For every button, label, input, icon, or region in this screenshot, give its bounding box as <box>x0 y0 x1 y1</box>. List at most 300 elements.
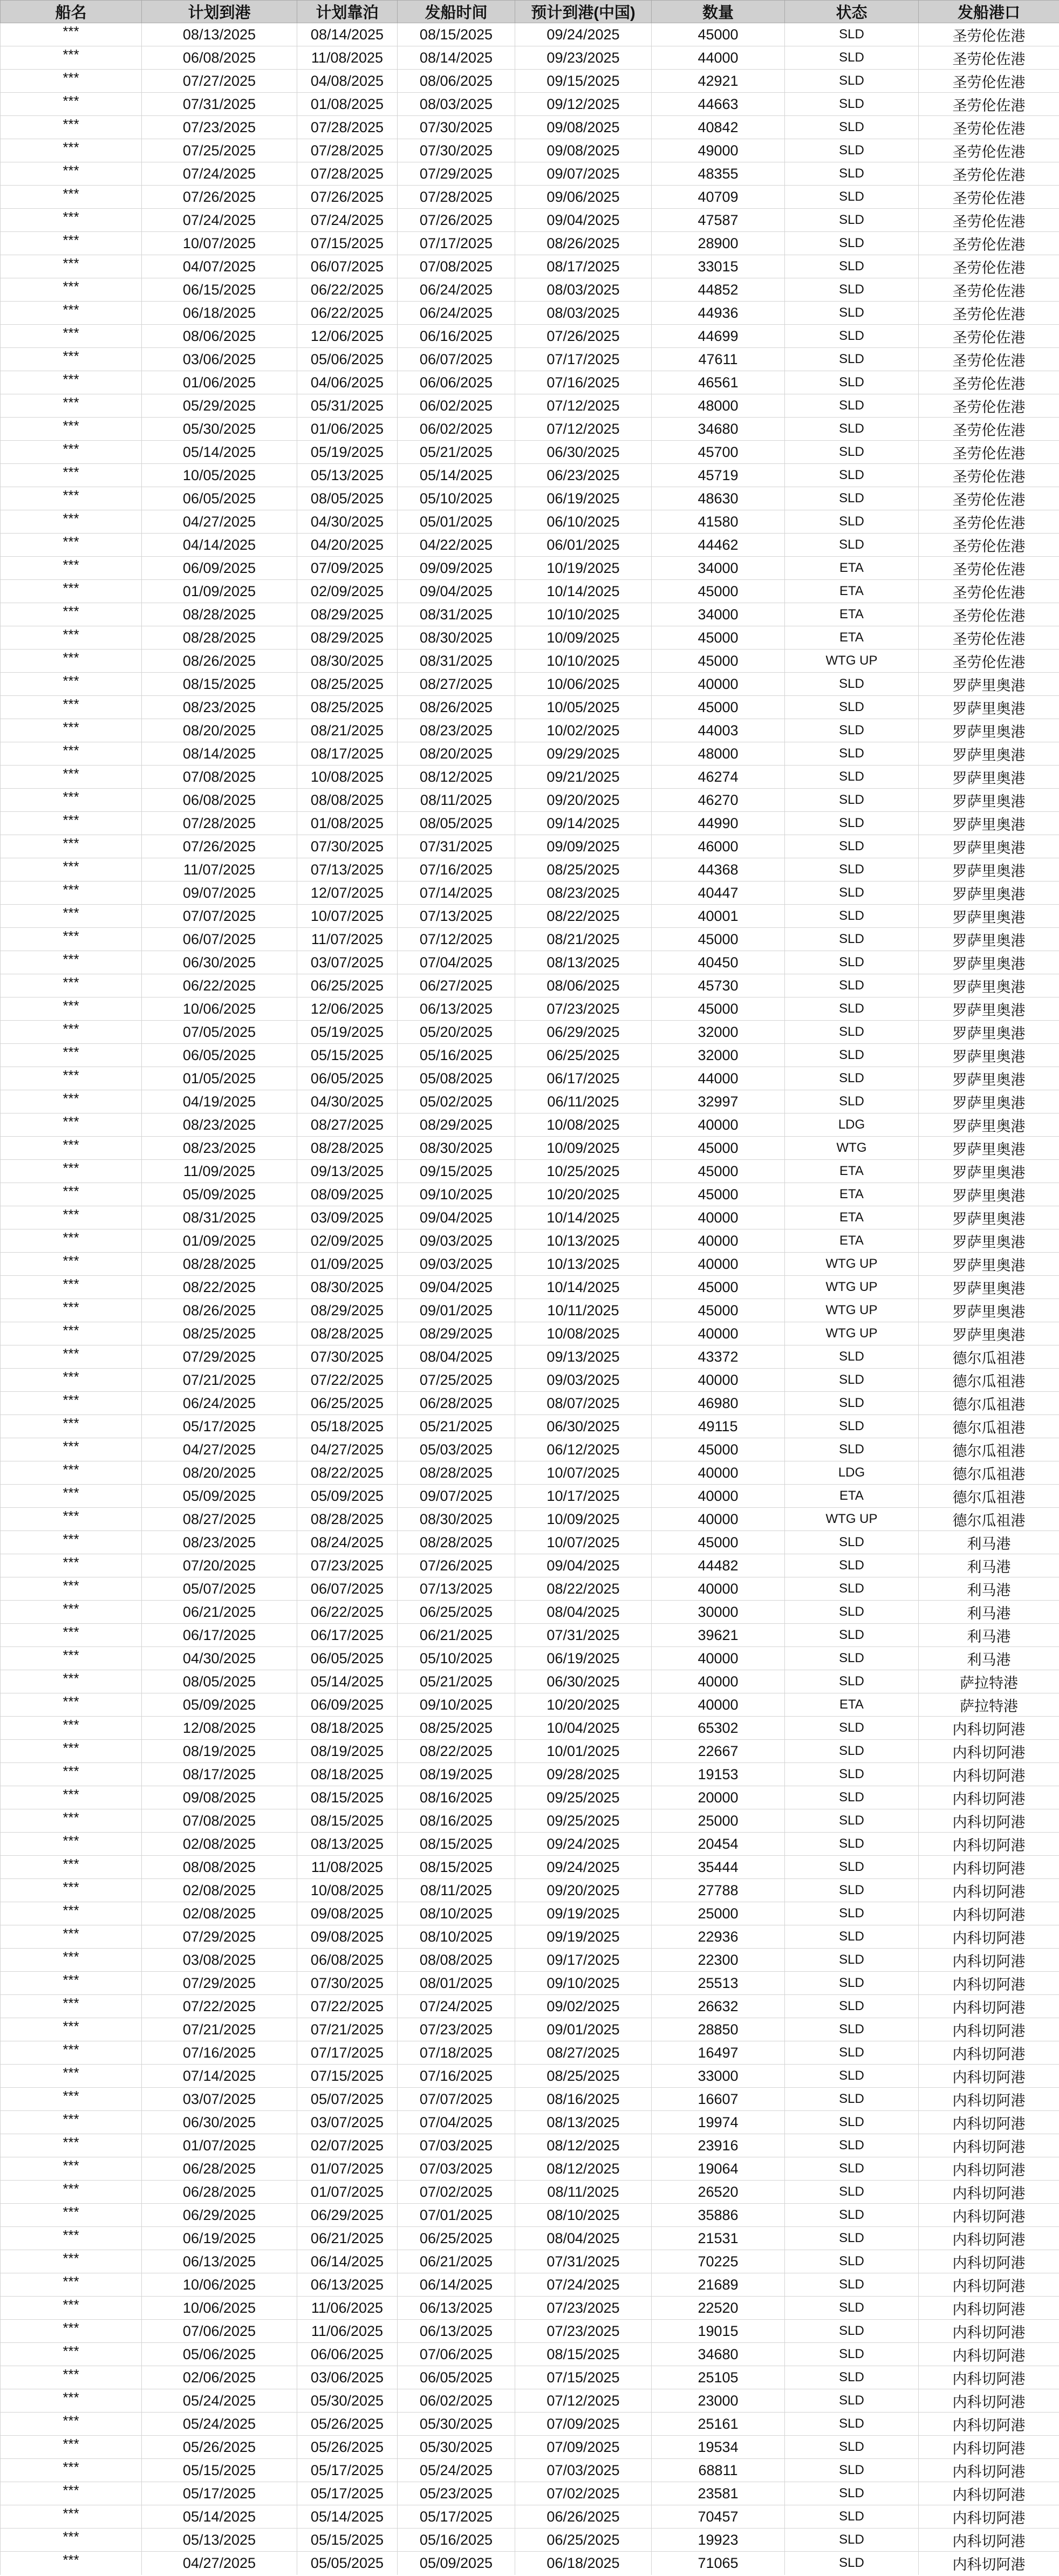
cell-sailing-time: 08/03/2025 <box>398 93 515 116</box>
cell-quantity: 19923 <box>652 2529 785 2552</box>
cell-vessel-name: *** <box>1 673 142 696</box>
cell-loading-port: 内科切阿港 <box>919 1786 1059 1809</box>
cell-vessel-name: *** <box>1 1345 142 1369</box>
cell-vessel-name: *** <box>1 1717 142 1740</box>
cell-planned-arrival: 02/08/2025 <box>142 1833 297 1856</box>
cell-planned-berthing: 09/08/2025 <box>297 1902 398 1925</box>
cell-quantity: 25000 <box>652 1809 785 1833</box>
cell-sailing-time: 09/03/2025 <box>398 1253 515 1276</box>
cell-planned-berthing: 08/25/2025 <box>297 696 398 719</box>
cell-planned-berthing: 11/06/2025 <box>297 2297 398 2320</box>
cell-quantity: 35444 <box>652 1856 785 1879</box>
cell-planned-berthing: 08/08/2025 <box>297 789 398 812</box>
cell-status: SLD <box>785 1670 919 1693</box>
cell-planned-arrival: 06/30/2025 <box>142 951 297 974</box>
cell-status: SLD <box>785 812 919 835</box>
cell-sailing-time: 07/12/2025 <box>398 928 515 951</box>
cell-sailing-time: 08/15/2025 <box>398 23 515 46</box>
cell-loading-port: 罗萨里奥港 <box>919 905 1059 928</box>
cell-eta-china: 07/09/2025 <box>515 2436 652 2459</box>
cell-eta-china: 08/21/2025 <box>515 928 652 951</box>
cell-status: ETA <box>785 1183 919 1206</box>
cell-sailing-time: 08/30/2025 <box>398 626 515 650</box>
cell-loading-port: 罗萨里奥港 <box>919 1229 1059 1253</box>
cell-planned-arrival: 08/15/2025 <box>142 673 297 696</box>
cell-vessel-name: *** <box>1 325 142 348</box>
cell-loading-port: 圣劳伦佐港 <box>919 603 1059 626</box>
cell-vessel-name: *** <box>1 2111 142 2134</box>
cell-status: ETA <box>785 1693 919 1717</box>
cell-quantity: 40000 <box>652 1206 785 1229</box>
cell-vessel-name: *** <box>1 1995 142 2018</box>
cell-quantity: 34000 <box>652 603 785 626</box>
cell-sailing-time: 08/15/2025 <box>398 1833 515 1856</box>
table-row <box>1 1044 1059 1067</box>
cell-planned-berthing: 05/30/2025 <box>297 2389 398 2413</box>
cell-status: WTG UP <box>785 1322 919 1345</box>
cell-planned-berthing: 05/31/2025 <box>297 394 398 418</box>
cell-quantity: 40000 <box>652 1508 785 1531</box>
cell-quantity: 48000 <box>652 394 785 418</box>
cell-planned-berthing: 01/07/2025 <box>297 2181 398 2204</box>
cell-planned-arrival: 08/19/2025 <box>142 1740 297 1763</box>
cell-vessel-name: *** <box>1 812 142 835</box>
cell-status: SLD <box>785 348 919 371</box>
cell-eta-china: 08/04/2025 <box>515 1601 652 1624</box>
cell-planned-berthing: 03/07/2025 <box>297 951 398 974</box>
cell-status: SLD <box>785 46 919 70</box>
cell-planned-arrival: 06/21/2025 <box>142 1601 297 1624</box>
cell-quantity: 47587 <box>652 209 785 232</box>
cell-planned-berthing: 08/05/2025 <box>297 487 398 510</box>
cell-quantity: 48000 <box>652 742 785 766</box>
cell-sailing-time: 08/23/2025 <box>398 719 515 742</box>
cell-sailing-time: 08/08/2025 <box>398 1949 515 1972</box>
cell-eta-china: 09/14/2025 <box>515 812 652 835</box>
table-row <box>1 1879 1059 1902</box>
cell-quantity: 45000 <box>652 1137 785 1160</box>
cell-eta-china: 09/25/2025 <box>515 1809 652 1833</box>
cell-quantity: 41580 <box>652 510 785 534</box>
cell-planned-berthing: 08/27/2025 <box>297 1113 398 1137</box>
col-header-eta-china: 预计到港(中国) <box>515 1 652 23</box>
cell-planned-berthing: 12/07/2025 <box>297 882 398 905</box>
table-row <box>1 1113 1059 1137</box>
table-row <box>1 1461 1059 1485</box>
cell-quantity: 70225 <box>652 2250 785 2273</box>
cell-quantity: 44003 <box>652 719 785 742</box>
cell-planned-berthing: 07/09/2025 <box>297 557 398 580</box>
table-row <box>1 2366 1059 2389</box>
cell-vessel-name: *** <box>1 1624 142 1647</box>
cell-vessel-name: *** <box>1 1809 142 1833</box>
cell-planned-berthing: 10/08/2025 <box>297 1879 398 1902</box>
cell-sailing-time: 08/30/2025 <box>398 1137 515 1160</box>
cell-vessel-name: *** <box>1 1577 142 1601</box>
cell-vessel-name: *** <box>1 348 142 371</box>
cell-loading-port: 罗萨里奥港 <box>919 673 1059 696</box>
table-row <box>1 1206 1059 1229</box>
cell-eta-china: 08/11/2025 <box>515 2181 652 2204</box>
cell-status: ETA <box>785 580 919 603</box>
cell-vessel-name: *** <box>1 2065 142 2088</box>
cell-sailing-time: 08/01/2025 <box>398 1972 515 1995</box>
cell-loading-port: 圣劳伦佐港 <box>919 93 1059 116</box>
cell-quantity: 46000 <box>652 835 785 858</box>
cell-eta-china: 07/12/2025 <box>515 418 652 441</box>
cell-planned-berthing: 04/08/2025 <box>297 70 398 93</box>
cell-planned-arrival: 05/09/2025 <box>142 1485 297 1508</box>
cell-sailing-time: 08/20/2025 <box>398 742 515 766</box>
cell-vessel-name: *** <box>1 858 142 882</box>
cell-eta-china: 10/01/2025 <box>515 1740 652 1763</box>
cell-status: SLD <box>785 1601 919 1624</box>
cell-planned-arrival: 01/05/2025 <box>142 1067 297 1090</box>
cell-status: SLD <box>785 209 919 232</box>
cell-planned-berthing: 07/28/2025 <box>297 139 398 162</box>
cell-quantity: 40000 <box>652 1577 785 1601</box>
cell-planned-berthing: 08/21/2025 <box>297 719 398 742</box>
cell-sailing-time: 07/02/2025 <box>398 2181 515 2204</box>
cell-eta-china: 08/12/2025 <box>515 2134 652 2157</box>
cell-loading-port: 内科切阿港 <box>919 2065 1059 2088</box>
cell-eta-china: 10/07/2025 <box>515 1531 652 1554</box>
cell-planned-arrival: 05/26/2025 <box>142 2436 297 2459</box>
cell-eta-china: 09/24/2025 <box>515 23 652 46</box>
cell-quantity: 22667 <box>652 1740 785 1763</box>
cell-planned-berthing: 08/28/2025 <box>297 1322 398 1345</box>
cell-planned-berthing: 05/19/2025 <box>297 1021 398 1044</box>
cell-vessel-name: *** <box>1 1740 142 1763</box>
cell-sailing-time: 05/21/2025 <box>398 441 515 464</box>
cell-quantity: 44990 <box>652 812 785 835</box>
table-row <box>1 2134 1059 2157</box>
cell-status: SLD <box>785 696 919 719</box>
cell-vessel-name: *** <box>1 1833 142 1856</box>
cell-sailing-time: 08/15/2025 <box>398 1856 515 1879</box>
cell-quantity: 40447 <box>652 882 785 905</box>
cell-planned-arrival: 06/19/2025 <box>142 2227 297 2250</box>
cell-planned-arrival: 08/13/2025 <box>142 23 297 46</box>
cell-planned-arrival: 05/07/2025 <box>142 1577 297 1601</box>
cell-eta-china: 06/12/2025 <box>515 1438 652 1461</box>
cell-sailing-time: 05/30/2025 <box>398 2436 515 2459</box>
cell-loading-port: 德尔瓜祖港 <box>919 1508 1059 1531</box>
cell-planned-arrival: 05/15/2025 <box>142 2459 297 2482</box>
table-row <box>1 1670 1059 1693</box>
cell-sailing-time: 06/02/2025 <box>398 418 515 441</box>
cell-vessel-name: *** <box>1 1253 142 1276</box>
table-row <box>1 394 1059 418</box>
cell-status: SLD <box>785 1809 919 1833</box>
cell-status: SLD <box>785 534 919 557</box>
table-row <box>1 997 1059 1021</box>
cell-sailing-time: 05/10/2025 <box>398 1647 515 1670</box>
cell-loading-port: 内科切阿港 <box>919 2343 1059 2366</box>
cell-eta-china: 07/23/2025 <box>515 2297 652 2320</box>
cell-loading-port: 内科切阿港 <box>919 1763 1059 1786</box>
cell-loading-port: 内科切阿港 <box>919 2204 1059 2227</box>
cell-quantity: 71065 <box>652 2552 785 2575</box>
table-row <box>1 1160 1059 1183</box>
table-row <box>1 2018 1059 2041</box>
cell-eta-china: 09/04/2025 <box>515 209 652 232</box>
cell-quantity: 26520 <box>652 2181 785 2204</box>
cell-status: SLD <box>785 2529 919 2552</box>
table-row <box>1 2227 1059 2250</box>
cell-loading-port: 圣劳伦佐港 <box>919 534 1059 557</box>
cell-planned-berthing: 09/13/2025 <box>297 1160 398 1183</box>
cell-planned-berthing: 08/14/2025 <box>297 23 398 46</box>
table-row <box>1 1624 1059 1647</box>
cell-planned-berthing: 07/15/2025 <box>297 2065 398 2088</box>
cell-planned-berthing: 08/29/2025 <box>297 626 398 650</box>
cell-eta-china: 10/09/2025 <box>515 1137 652 1160</box>
table-row <box>1 2552 1059 2575</box>
cell-quantity: 48630 <box>652 487 785 510</box>
cell-status: SLD <box>785 905 919 928</box>
cell-loading-port: 内科切阿港 <box>919 2529 1059 2552</box>
cell-planned-arrival: 06/07/2025 <box>142 928 297 951</box>
cell-sailing-time: 08/29/2025 <box>398 1322 515 1345</box>
cell-loading-port: 圣劳伦佐港 <box>919 278 1059 302</box>
cell-loading-port: 罗萨里奥港 <box>919 882 1059 905</box>
cell-quantity: 40001 <box>652 905 785 928</box>
cell-eta-china: 09/15/2025 <box>515 70 652 93</box>
cell-planned-arrival: 07/26/2025 <box>142 186 297 209</box>
cell-status: SLD <box>785 2250 919 2273</box>
cell-sailing-time: 06/13/2025 <box>398 2320 515 2343</box>
cell-quantity: 46980 <box>652 1392 785 1415</box>
cell-planned-arrival: 08/20/2025 <box>142 1461 297 1485</box>
cell-vessel-name: *** <box>1 2482 142 2505</box>
cell-loading-port: 罗萨里奥港 <box>919 742 1059 766</box>
cell-sailing-time: 05/24/2025 <box>398 2459 515 2482</box>
table-row <box>1 1021 1059 1044</box>
cell-status: ETA <box>785 1206 919 1229</box>
cell-planned-arrival: 08/20/2025 <box>142 719 297 742</box>
cell-sailing-time: 08/22/2025 <box>398 1740 515 1763</box>
cell-loading-port: 圣劳伦佐港 <box>919 441 1059 464</box>
cell-status: SLD <box>785 1345 919 1369</box>
cell-vessel-name: *** <box>1 70 142 93</box>
cell-eta-china: 07/24/2025 <box>515 2273 652 2297</box>
cell-eta-china: 06/11/2025 <box>515 1090 652 1113</box>
cell-loading-port: 内科切阿港 <box>919 2389 1059 2413</box>
cell-status: SLD <box>785 2366 919 2389</box>
cell-planned-arrival: 10/07/2025 <box>142 232 297 255</box>
cell-eta-china: 06/29/2025 <box>515 1021 652 1044</box>
cell-eta-china: 08/04/2025 <box>515 2227 652 2250</box>
cell-sailing-time: 06/07/2025 <box>398 348 515 371</box>
cell-eta-china: 06/19/2025 <box>515 487 652 510</box>
cell-quantity: 20000 <box>652 1786 785 1809</box>
cell-sailing-time: 08/05/2025 <box>398 812 515 835</box>
cell-eta-china: 09/21/2025 <box>515 766 652 789</box>
cell-status: SLD <box>785 1369 919 1392</box>
cell-loading-port: 罗萨里奥港 <box>919 696 1059 719</box>
cell-quantity: 40000 <box>652 1229 785 1253</box>
cell-sailing-time: 06/13/2025 <box>398 2297 515 2320</box>
cell-planned-berthing: 05/06/2025 <box>297 348 398 371</box>
cell-planned-berthing: 02/09/2025 <box>297 1229 398 1253</box>
cell-planned-berthing: 06/13/2025 <box>297 2273 398 2297</box>
cell-loading-port: 萨拉特港 <box>919 1693 1059 1717</box>
cell-quantity: 19153 <box>652 1763 785 1786</box>
cell-loading-port: 利马港 <box>919 1554 1059 1577</box>
cell-vessel-name: *** <box>1 882 142 905</box>
cell-quantity: 44482 <box>652 1554 785 1577</box>
table-row <box>1 580 1059 603</box>
cell-loading-port: 德尔瓜祖港 <box>919 1415 1059 1438</box>
cell-planned-arrival: 08/27/2025 <box>142 1508 297 1531</box>
cell-status: SLD <box>785 1902 919 1925</box>
cell-loading-port: 内科切阿港 <box>919 2297 1059 2320</box>
cell-loading-port: 德尔瓜祖港 <box>919 1392 1059 1415</box>
cell-planned-arrival: 05/09/2025 <box>142 1693 297 1717</box>
cell-quantity: 21689 <box>652 2273 785 2297</box>
cell-eta-china: 09/01/2025 <box>515 2018 652 2041</box>
cell-loading-port: 萨拉特港 <box>919 1670 1059 1693</box>
cell-eta-china: 07/31/2025 <box>515 1624 652 1647</box>
table-row <box>1 719 1059 742</box>
cell-quantity: 40000 <box>652 1113 785 1137</box>
cell-status: SLD <box>785 2204 919 2227</box>
cell-eta-china: 08/07/2025 <box>515 1392 652 1415</box>
cell-planned-berthing: 07/22/2025 <box>297 1995 398 2018</box>
cell-loading-port: 内科切阿港 <box>919 2320 1059 2343</box>
cell-status: SLD <box>785 278 919 302</box>
cell-status: SLD <box>785 93 919 116</box>
cell-status: SLD <box>785 789 919 812</box>
cell-sailing-time: 07/26/2025 <box>398 209 515 232</box>
table-row <box>1 1229 1059 1253</box>
cell-eta-china: 10/07/2025 <box>515 1461 652 1485</box>
col-header-planned-arrival: 计划到港 <box>142 1 297 23</box>
cell-sailing-time: 08/26/2025 <box>398 696 515 719</box>
cell-eta-china: 07/09/2025 <box>515 2413 652 2436</box>
cell-status: SLD <box>785 1949 919 1972</box>
cell-planned-berthing: 05/05/2025 <box>297 2552 398 2575</box>
table-row <box>1 696 1059 719</box>
cell-planned-arrival: 04/27/2025 <box>142 1438 297 1461</box>
cell-eta-china: 10/06/2025 <box>515 673 652 696</box>
cell-sailing-time: 05/16/2025 <box>398 1044 515 1067</box>
cell-eta-china: 07/31/2025 <box>515 2250 652 2273</box>
cell-sailing-time: 06/25/2025 <box>398 1601 515 1624</box>
cell-eta-china: 10/20/2025 <box>515 1183 652 1206</box>
cell-vessel-name: *** <box>1 1508 142 1531</box>
cell-vessel-name: *** <box>1 2552 142 2575</box>
cell-status: LDG <box>785 1113 919 1137</box>
cell-vessel-name: *** <box>1 580 142 603</box>
cell-status: SLD <box>785 23 919 46</box>
cell-eta-china: 09/29/2025 <box>515 742 652 766</box>
table-row <box>1 1809 1059 1833</box>
cell-planned-arrival: 10/06/2025 <box>142 2273 297 2297</box>
cell-loading-port: 内科切阿港 <box>919 1717 1059 1740</box>
cell-planned-arrival: 02/08/2025 <box>142 1902 297 1925</box>
cell-sailing-time: 06/24/2025 <box>398 278 515 302</box>
cell-planned-berthing: 05/14/2025 <box>297 2505 398 2529</box>
cell-vessel-name: *** <box>1 1972 142 1995</box>
cell-planned-arrival: 08/28/2025 <box>142 1253 297 1276</box>
table-row <box>1 1438 1059 1461</box>
cell-loading-port: 罗萨里奥港 <box>919 1113 1059 1137</box>
cell-quantity: 46561 <box>652 371 785 394</box>
cell-planned-berthing: 04/30/2025 <box>297 1090 398 1113</box>
cell-sailing-time: 08/31/2025 <box>398 650 515 673</box>
cell-vessel-name: *** <box>1 2041 142 2065</box>
cell-eta-china: 07/02/2025 <box>515 2482 652 2505</box>
cell-planned-berthing: 08/18/2025 <box>297 1717 398 1740</box>
cell-planned-arrival: 07/25/2025 <box>142 139 297 162</box>
cell-sailing-time: 05/21/2025 <box>398 1415 515 1438</box>
cell-quantity: 34680 <box>652 418 785 441</box>
cell-vessel-name: *** <box>1 534 142 557</box>
cell-planned-berthing: 01/09/2025 <box>297 1253 398 1276</box>
col-header-planned-berthing: 计划靠泊 <box>297 1 398 23</box>
cell-eta-china: 10/09/2025 <box>515 626 652 650</box>
cell-quantity: 32000 <box>652 1044 785 1067</box>
cell-sailing-time: 08/16/2025 <box>398 1809 515 1833</box>
cell-status: SLD <box>785 1717 919 1740</box>
cell-quantity: 40000 <box>652 1670 785 1693</box>
cell-eta-china: 09/07/2025 <box>515 162 652 186</box>
cell-status: ETA <box>785 557 919 580</box>
cell-loading-port: 内科切阿港 <box>919 2482 1059 2505</box>
table-row <box>1 2413 1059 2436</box>
cell-loading-port: 内科切阿港 <box>919 2181 1059 2204</box>
cell-loading-port: 内科切阿港 <box>919 2134 1059 2157</box>
cell-vessel-name: *** <box>1 1554 142 1577</box>
cell-planned-arrival: 06/05/2025 <box>142 1044 297 1067</box>
cell-status: ETA <box>785 626 919 650</box>
cell-planned-berthing: 06/06/2025 <box>297 2343 398 2366</box>
cell-vessel-name: *** <box>1 2204 142 2227</box>
cell-planned-arrival: 07/21/2025 <box>142 2018 297 2041</box>
cell-status: WTG UP <box>785 1276 919 1299</box>
table-row <box>1 2320 1059 2343</box>
cell-eta-china: 08/03/2025 <box>515 302 652 325</box>
cell-quantity: 23581 <box>652 2482 785 2505</box>
cell-planned-arrival: 10/05/2025 <box>142 464 297 487</box>
cell-sailing-time: 07/07/2025 <box>398 2088 515 2111</box>
cell-quantity: 25513 <box>652 1972 785 1995</box>
cell-planned-berthing: 06/22/2025 <box>297 1601 398 1624</box>
table-row <box>1 1090 1059 1113</box>
cell-planned-arrival: 08/28/2025 <box>142 603 297 626</box>
cell-status: SLD <box>785 2111 919 2134</box>
cell-planned-arrival: 12/08/2025 <box>142 1717 297 1740</box>
cell-quantity: 25161 <box>652 2413 785 2436</box>
cell-loading-port: 德尔瓜祖港 <box>919 1485 1059 1508</box>
cell-sailing-time: 06/14/2025 <box>398 2273 515 2297</box>
cell-eta-china: 06/25/2025 <box>515 1044 652 1067</box>
cell-eta-china: 09/04/2025 <box>515 1554 652 1577</box>
cell-planned-arrival: 06/08/2025 <box>142 789 297 812</box>
cell-planned-arrival: 08/23/2025 <box>142 1137 297 1160</box>
cell-planned-arrival: 08/23/2025 <box>142 1531 297 1554</box>
cell-vessel-name: *** <box>1 464 142 487</box>
cell-planned-berthing: 07/15/2025 <box>297 232 398 255</box>
cell-loading-port: 德尔瓜祖港 <box>919 1345 1059 1369</box>
cell-planned-berthing: 07/30/2025 <box>297 1345 398 1369</box>
cell-sailing-time: 09/10/2025 <box>398 1183 515 1206</box>
table-row <box>1 1902 1059 1925</box>
cell-vessel-name: *** <box>1 1763 142 1786</box>
cell-status: SLD <box>785 2273 919 2297</box>
